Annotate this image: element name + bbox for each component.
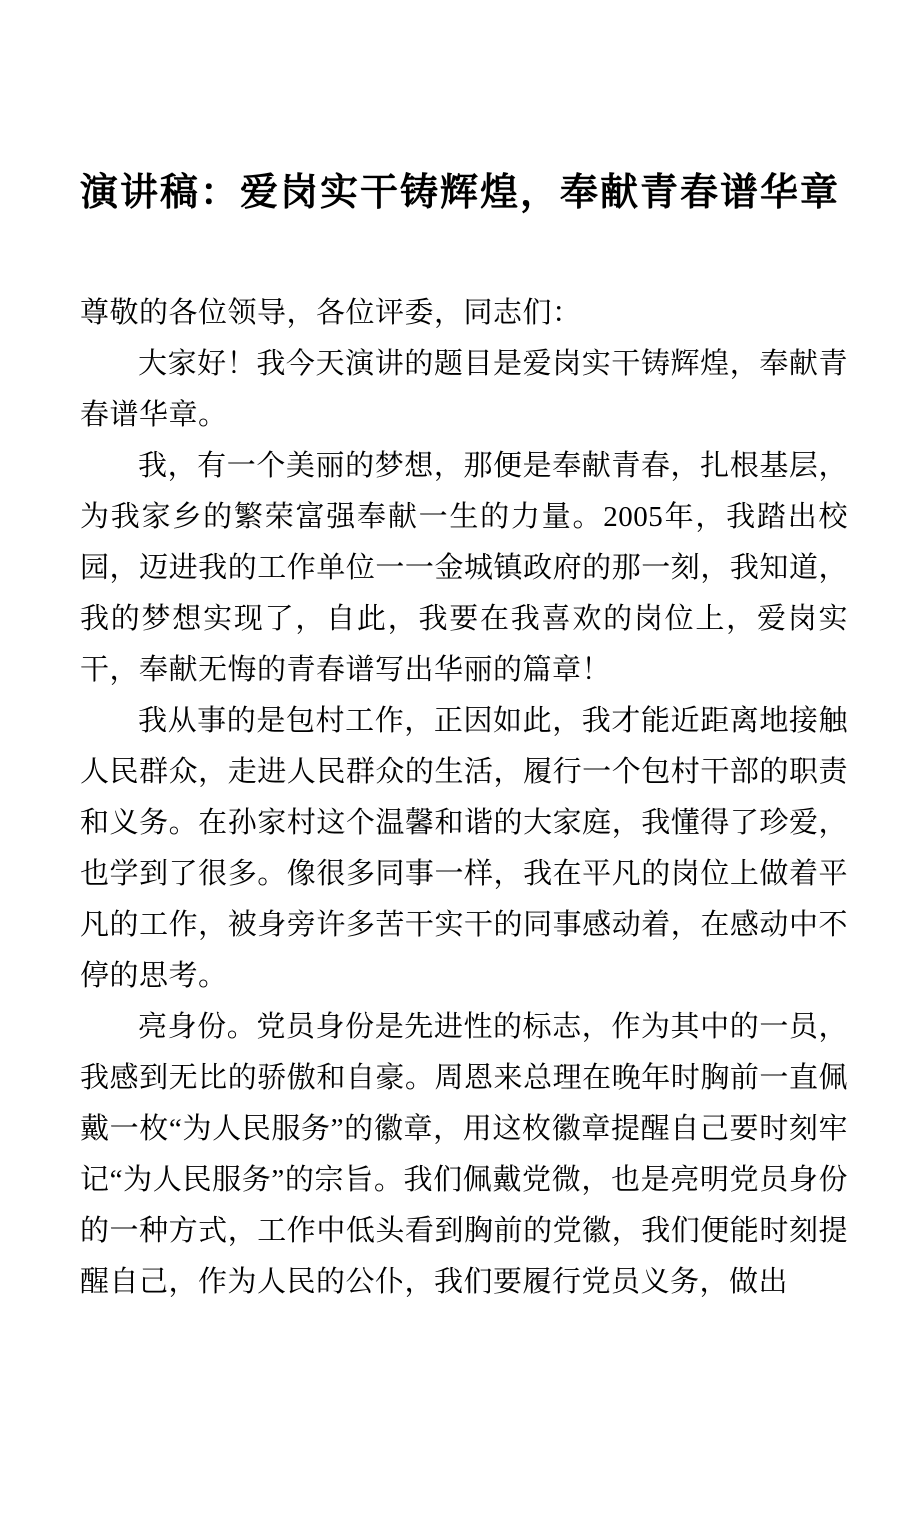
paragraph-salutation: 尊敬的各位领导，各位评委，同志们： bbox=[80, 297, 582, 329]
paragraph-party-identity: 亮身份。党员身份是先进性的标志，作为其中的一员，我感到无比的骄傲和自豪。周恩来总理在晚年时胸前一直佩戴一枚“为人民服务”的徽章，用这枚徽章提醒自己要时刻牢记“为人民服务”的宗旨。我们佩戴党微，也是亮明党员身份的一种方式，工作中低头看到胸前的党徽，我们便能时刻提醒自己，作为人民的公仆，我们要履行党员义务，做出 bbox=[80, 1011, 848, 1298]
paragraph-greeting: 大家好！我今天演讲的题目是爱岗实干铸辉煌，奉献青春谱华章。 bbox=[80, 348, 848, 431]
document-title: 演讲稿：爱岗实干铸辉煌，奉献青春谱华章 bbox=[80, 172, 841, 214]
paragraph-village-work: 我从事的是包村工作，正因如此，我才能近距离地接触人民群众，走进人民群众的生活，履行一个包村干部的职责和义务。在孙家村这个温馨和谐的大家庭，我懂得了珍爱，也学到了很多。像很多同事一样，我在平凡的岗位上做着平凡的工作，被身旁许多苦干实干的同事感动着，在感动中不停的思考。 bbox=[80, 705, 848, 992]
document-body bbox=[80, 288, 848, 1308]
paragraph-dream: 我，有一个美丽的梦想，那便是奉献青春，扎根基层，为我家乡的繁荣富强奉献一生的力量。2005年，我踏出校园，迈进我的工作单位一一金城镇政府的那一刻，我知道，我的梦想实现了，自此，我要在我喜欢的岗位上，爱岗实干，奉献无悔的青春谱写出华丽的篇章！ bbox=[80, 450, 848, 686]
